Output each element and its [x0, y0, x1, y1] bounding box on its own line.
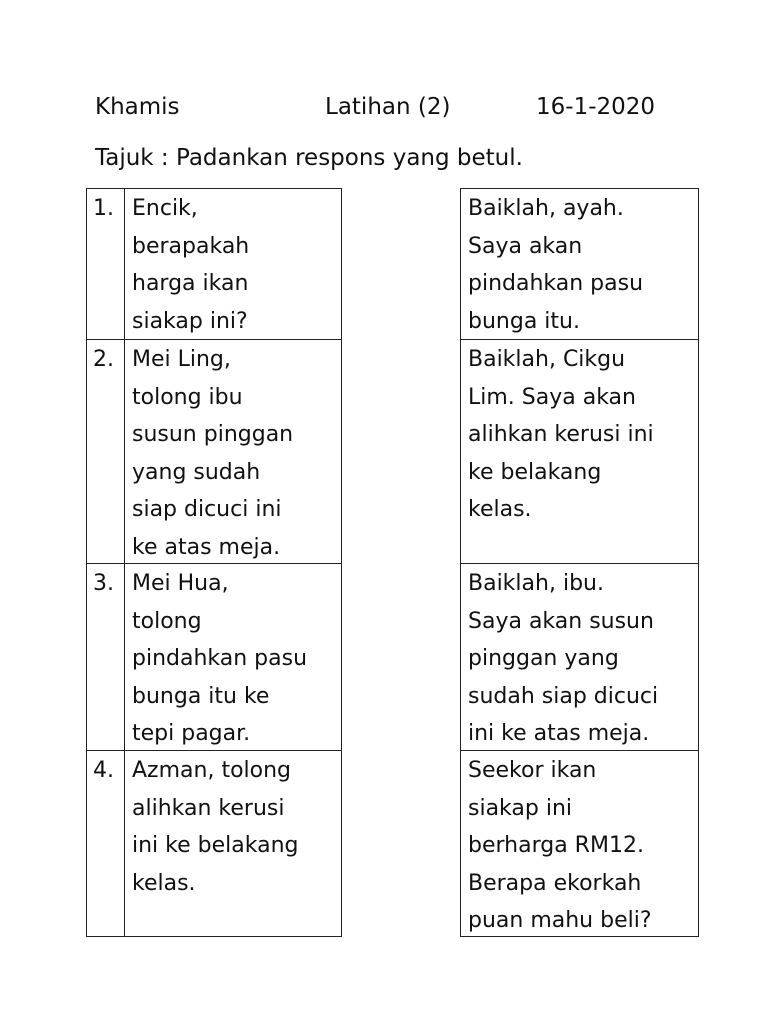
- text-line: berapakah: [132, 233, 250, 259]
- text-line: Saya akan susun: [468, 608, 654, 634]
- text-line: ini ke belakang: [132, 833, 299, 858]
- text-line: Berapa ekorkah: [468, 870, 642, 896]
- question-text: [132, 565, 337, 753]
- text-line: berharga RM12.: [468, 833, 644, 858]
- question-number: 3.: [93, 571, 114, 596]
- question-row: [87, 339, 341, 563]
- question-number: 4.: [93, 758, 114, 783]
- text-line: harga ikan: [132, 271, 249, 296]
- question-number: 2.: [93, 347, 114, 372]
- text-line: Saya akan: [468, 233, 583, 259]
- text-line: Encik,: [132, 196, 198, 221]
- text-line: Mei Hua,: [132, 571, 229, 596]
- page-title: Tajuk : Padankan respons yang betul.: [95, 145, 523, 171]
- response-row: [461, 750, 698, 936]
- response-text: [468, 341, 695, 529]
- text-line: tepi pagar.: [132, 721, 251, 746]
- text-line: Baiklah, Cikgu: [468, 347, 626, 372]
- text-line: siakap ini: [468, 795, 573, 821]
- text-line: bunga itu ke: [132, 683, 270, 709]
- day-label: Khamis: [95, 94, 180, 120]
- question-row: [87, 189, 341, 339]
- text-line: tolong ibu: [132, 384, 243, 410]
- exercise-label: Latihan (2): [325, 94, 451, 120]
- text-line: tolong: [132, 608, 202, 634]
- question-row: [87, 563, 341, 750]
- text-line: bunga itu.: [468, 308, 580, 334]
- question-number: 1.: [93, 196, 114, 221]
- text-line: Lim. Saya akan: [468, 384, 636, 410]
- text-line: Baiklah, ayah.: [468, 196, 624, 221]
- text-line: Seekor ikan: [468, 758, 597, 783]
- text-line: kelas.: [468, 497, 532, 522]
- text-line: pindahkan pasu: [468, 271, 644, 296]
- response-row: [461, 339, 698, 563]
- response-text: [468, 190, 695, 340]
- text-line: siap dicuci ini: [132, 497, 282, 522]
- text-line: alihkan kerusi: [132, 795, 285, 821]
- text-line: Baiklah, ibu.: [468, 571, 604, 596]
- text-line: pinggan yang: [468, 646, 619, 671]
- text-line: ini ke atas meja.: [468, 721, 650, 746]
- response-text: [468, 752, 695, 940]
- question-text: [132, 341, 337, 566]
- text-line: siakap ini?: [132, 308, 248, 334]
- text-line: Mei Ling,: [132, 347, 231, 372]
- date-label: 16-1-2020: [536, 94, 656, 120]
- text-line: kelas.: [132, 870, 196, 896]
- text-line: alihkan kerusi ini: [468, 422, 654, 447]
- text-line: Azman, tolong: [132, 758, 292, 783]
- question-text: [132, 190, 337, 340]
- responses-table: [460, 188, 699, 937]
- text-line: puan mahu beli?: [468, 908, 652, 933]
- text-line: susun pinggan: [132, 422, 294, 447]
- text-line: pindahkan pasu: [132, 646, 308, 671]
- response-row: [461, 563, 698, 750]
- question-row: [87, 750, 341, 936]
- text-line: yang sudah: [132, 459, 261, 485]
- text-line: ke atas meja.: [132, 534, 281, 560]
- text-line: ke belakang: [468, 459, 602, 485]
- response-row: [461, 189, 698, 339]
- text-line: sudah siap dicuci: [468, 683, 659, 709]
- questions-table: [86, 188, 342, 937]
- question-text: [132, 752, 337, 902]
- response-text: [468, 565, 695, 753]
